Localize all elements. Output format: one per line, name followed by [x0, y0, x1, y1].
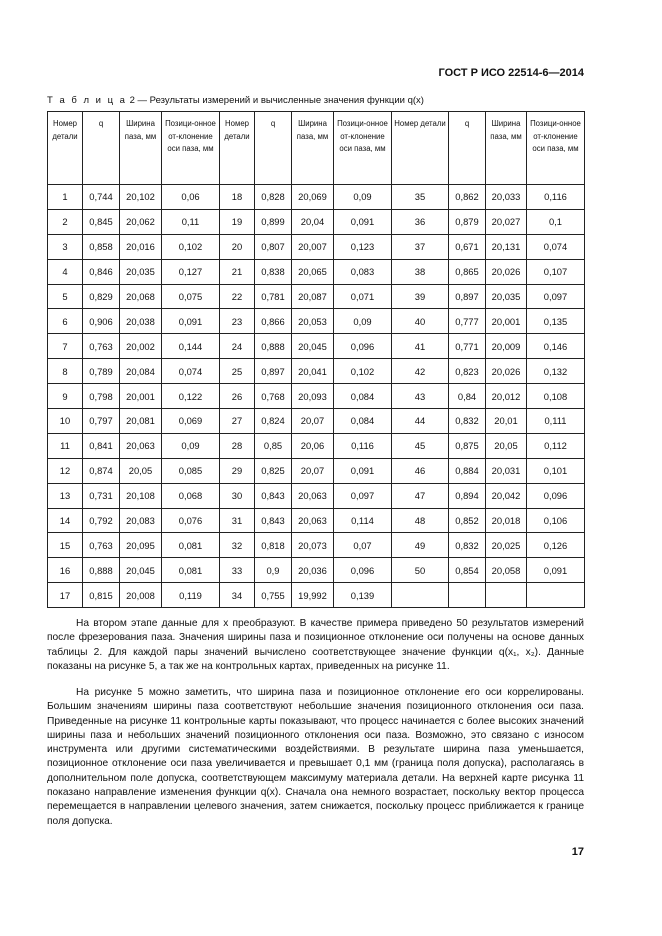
table-cell: 0,9: [255, 558, 292, 583]
table-cell: 0,083: [334, 259, 392, 284]
table-row: [48, 334, 585, 359]
table-row: [48, 309, 585, 334]
table-cell: 0,069: [162, 409, 220, 434]
table-caption: [47, 95, 424, 106]
table-cell: 0,843: [255, 483, 292, 508]
table-cell: 0,731: [83, 483, 120, 508]
table-cell: 0,897: [449, 284, 486, 309]
table-cell: 0,076: [162, 508, 220, 533]
table-cell: 42: [392, 359, 449, 384]
table-cell: 29: [220, 458, 255, 483]
header-cell: Позици-онное от-клонение оси паза, мм: [527, 112, 585, 185]
table-cell: 20,083: [120, 508, 162, 533]
table-cell: 9: [48, 384, 83, 409]
table-cell: 0,075: [162, 284, 220, 309]
table-cell: 36: [392, 209, 449, 234]
table-cell: 0,119: [162, 583, 220, 608]
table-cell: 20,035: [120, 259, 162, 284]
table-cell: 0,858: [83, 234, 120, 259]
table-cell: 20,058: [486, 558, 527, 583]
table-cell: 20,053: [292, 309, 334, 334]
table-cell: [449, 583, 486, 608]
table-cell: 0,838: [255, 259, 292, 284]
table-cell: 0,852: [449, 508, 486, 533]
table-cell: 31: [220, 508, 255, 533]
table-cell: 0,11: [162, 209, 220, 234]
table-cell: 38: [392, 259, 449, 284]
table-cell: 20,045: [292, 334, 334, 359]
table-cell: 0,829: [83, 284, 120, 309]
table-cell: 0,763: [83, 334, 120, 359]
header-cell: Номер детали: [392, 112, 449, 185]
table-cell: 20,033: [486, 185, 527, 210]
table-row: [48, 284, 585, 309]
table-cell: 0,763: [83, 533, 120, 558]
header-cell: Позици-онное от-клонение оси паза, мм: [334, 112, 392, 185]
table-cell: 33: [220, 558, 255, 583]
table-cell: 0,091: [334, 458, 392, 483]
table-cell: 0,139: [334, 583, 392, 608]
table-cell: [527, 583, 585, 608]
table-row: [48, 409, 585, 434]
table-cell: 20,042: [486, 483, 527, 508]
table-cell: 0,832: [449, 533, 486, 558]
table-cell: 20,068: [120, 284, 162, 309]
table-cell: 0,101: [527, 458, 585, 483]
table-cell: 47: [392, 483, 449, 508]
table-header-row: [48, 112, 585, 185]
table-row: [48, 508, 585, 533]
table-cell: 20,001: [486, 309, 527, 334]
table-cell: 20,081: [120, 409, 162, 434]
table-cell: 0,841: [83, 433, 120, 458]
table-cell: 0,832: [449, 409, 486, 434]
table-cell: 48: [392, 508, 449, 533]
table-cell: 39: [392, 284, 449, 309]
table-cell: 0,843: [255, 508, 292, 533]
table-cell: 4: [48, 259, 83, 284]
table-cell: 0,798: [83, 384, 120, 409]
table-cell: 0,102: [334, 359, 392, 384]
table-cell: 0,106: [527, 508, 585, 533]
table-cell: 20,063: [292, 508, 334, 533]
table-cell: 49: [392, 533, 449, 558]
table-cell: 16: [48, 558, 83, 583]
table-cell: 20,045: [120, 558, 162, 583]
table-cell: 20,063: [292, 483, 334, 508]
table-cell: 0,09: [334, 309, 392, 334]
table-cell: 0,135: [527, 309, 585, 334]
table-cell: 0,132: [527, 359, 585, 384]
table-cell: 15: [48, 533, 83, 558]
table-cell: 20,07: [292, 458, 334, 483]
table-cell: 0,84: [449, 384, 486, 409]
page-number: 17: [571, 846, 584, 858]
table-cell: 21: [220, 259, 255, 284]
table-row: [48, 533, 585, 558]
measurement-table: [47, 111, 585, 608]
table-cell: 20,063: [120, 433, 162, 458]
table-cell: 2: [48, 209, 83, 234]
table-row: [48, 209, 585, 234]
table-cell: 0,112: [527, 433, 585, 458]
table-cell: 20,018: [486, 508, 527, 533]
table-row: [48, 359, 585, 384]
table-cell: 43: [392, 384, 449, 409]
table-cell: 20,041: [292, 359, 334, 384]
table-cell: 20,026: [486, 259, 527, 284]
table-row: [48, 558, 585, 583]
table-cell: 20,012: [486, 384, 527, 409]
table-cell: 19: [220, 209, 255, 234]
table-cell: 0,845: [83, 209, 120, 234]
table-cell: 0,671: [449, 234, 486, 259]
header-cell: Позици-онное от-клонение оси паза, мм: [162, 112, 220, 185]
table-cell: 0,797: [83, 409, 120, 434]
table-cell: 0,068: [162, 483, 220, 508]
table-cell: 0,081: [162, 558, 220, 583]
table-cell: 8: [48, 359, 83, 384]
table-cell: 41: [392, 334, 449, 359]
table-cell: 0,874: [83, 458, 120, 483]
table-cell: 0,081: [162, 533, 220, 558]
paragraph-1: На втором этапе данные для x преобразуют. В качестве примера приведено 50 результатов измерений после фрезерования паза. Значения ширины паза и позиционное отклонение оси получены на основе данных таблицы 2. Для каждой пары значений вычислено соответствующее значение функции q(x₁, x₂). Данные показаны на рисунке 5, а так же на контрольных картах, приведенных на рисунке 11.: [47, 618, 584, 672]
table-cell: 0,897: [255, 359, 292, 384]
table-cell: 0,06: [162, 185, 220, 210]
table-cell: 11: [48, 433, 83, 458]
table-cell: 20,009: [486, 334, 527, 359]
table-cell: 0,091: [334, 209, 392, 234]
table-row: [48, 185, 585, 210]
table-cell: 0,771: [449, 334, 486, 359]
header-cell: q: [83, 112, 120, 185]
table-cell: 20,093: [292, 384, 334, 409]
header-cell: q: [255, 112, 292, 185]
table-cell: 20,087: [292, 284, 334, 309]
table-cell: 50: [392, 558, 449, 583]
table-cell: 12: [48, 458, 83, 483]
table-cell: 27: [220, 409, 255, 434]
table-cell: 0,781: [255, 284, 292, 309]
table-caption-text: 2 — Результаты измерений и вычисленные значения функции q(x): [126, 95, 424, 106]
table-cell: 0,085: [162, 458, 220, 483]
table-caption-label: Т а б л и ц а: [47, 95, 127, 106]
table-cell: 0,146: [527, 334, 585, 359]
header-cell: Ширина паза, мм: [120, 112, 162, 185]
table-cell: 0,111: [527, 409, 585, 434]
header-cell: Ширина паза, мм: [486, 112, 527, 185]
table-row: [48, 433, 585, 458]
table-cell: 1: [48, 185, 83, 210]
table-cell: 0,894: [449, 483, 486, 508]
table-cell: 10: [48, 409, 83, 434]
table-cell: 0,096: [334, 558, 392, 583]
table-cell: 0,85: [255, 433, 292, 458]
table-cell: 0,815: [83, 583, 120, 608]
table-cell: 0,084: [334, 409, 392, 434]
table-cell: 20,084: [120, 359, 162, 384]
table-cell: 0,888: [255, 334, 292, 359]
table-cell: 20,069: [292, 185, 334, 210]
table-cell: 20,016: [120, 234, 162, 259]
table-cell: 14: [48, 508, 83, 533]
table-cell: 0,097: [334, 483, 392, 508]
table-cell: 0,097: [527, 284, 585, 309]
table-row: [48, 458, 585, 483]
table-cell: 3: [48, 234, 83, 259]
table-cell: 0,102: [162, 234, 220, 259]
table-cell: 0,865: [449, 259, 486, 284]
table-cell: 20,036: [292, 558, 334, 583]
table-cell: 0,107: [527, 259, 585, 284]
table-cell: 32: [220, 533, 255, 558]
table-cell: 20,001: [120, 384, 162, 409]
table-cell: 13: [48, 483, 83, 508]
table-row: [48, 234, 585, 259]
table-cell: 20,008: [120, 583, 162, 608]
table-cell: 0,071: [334, 284, 392, 309]
table-cell: 0,116: [527, 185, 585, 210]
table-cell: 22: [220, 284, 255, 309]
table-cell: 0,866: [255, 309, 292, 334]
table-cell: 18: [220, 185, 255, 210]
table-cell: 0,096: [527, 483, 585, 508]
table-cell: 0,807: [255, 234, 292, 259]
table-cell: 46: [392, 458, 449, 483]
table-cell: 0,899: [255, 209, 292, 234]
table-cell: 0,755: [255, 583, 292, 608]
table-cell: 20,04: [292, 209, 334, 234]
table-cell: 20,038: [120, 309, 162, 334]
table-cell: 0,096: [334, 334, 392, 359]
table-cell: 20,065: [292, 259, 334, 284]
table-cell: 0,108: [527, 384, 585, 409]
table-cell: 7: [48, 334, 83, 359]
table-cell: 0,127: [162, 259, 220, 284]
table-cell: 23: [220, 309, 255, 334]
table-cell: 37: [392, 234, 449, 259]
table-cell: 0,122: [162, 384, 220, 409]
table-cell: 0,825: [255, 458, 292, 483]
table-cell: 20,026: [486, 359, 527, 384]
table-row: [48, 259, 585, 284]
table-cell: 34: [220, 583, 255, 608]
table-cell: 0,114: [334, 508, 392, 533]
table-cell: 0,07: [334, 533, 392, 558]
table-cell: 20,01: [486, 409, 527, 434]
table-cell: 20: [220, 234, 255, 259]
table-cell: 20,025: [486, 533, 527, 558]
table-cell: 20,102: [120, 185, 162, 210]
header-cell: Ширина паза, мм: [292, 112, 334, 185]
table-cell: 0,906: [83, 309, 120, 334]
table-cell: 20,031: [486, 458, 527, 483]
table-cell: 0,879: [449, 209, 486, 234]
table-cell: 0,074: [527, 234, 585, 259]
table-cell: [486, 583, 527, 608]
table-cell: 44: [392, 409, 449, 434]
table-cell: 0,792: [83, 508, 120, 533]
table-cell: 45: [392, 433, 449, 458]
table-cell: 20,062: [120, 209, 162, 234]
table-cell: 0,091: [162, 309, 220, 334]
table-cell: 0,823: [449, 359, 486, 384]
paragraph-2: На рисунке 5 можно заметить, что ширина паза и позиционное отклонение его оси коррелированы. Большим значениям ширины паза соответствуют небольшие значения позиционного отклонения оси паза. Приведенные на рисунке 11 контрольные карты показывают, что процесс начинается с более высоких значений ширины паза и небольших значений позиционного отклонения оси паза. Возможно, это связано с износом инструмента или другими систематическими воздействиями. В результате ширина паза уменьшается, позиционное отклонение оси паза увеличивается и превышает 0,1 мм (граница поля допуска), располагаясь в дополнительном поле допуска, соответствующем максимуму материала детали. На верхней карте рисунка 11 показано направление изменения функции q(x). Сначала она немного возрастает, поскольку вектор процесса перемещается в направлении целевого значения, затем снижается, поскольку процесс приближается к границе поля допуска.: [47, 687, 584, 827]
table-cell: 20,07: [292, 409, 334, 434]
table-cell: 0,074: [162, 359, 220, 384]
table-cell: 25: [220, 359, 255, 384]
table-row: [48, 384, 585, 409]
table-row: [48, 483, 585, 508]
table-cell: 20,06: [292, 433, 334, 458]
table-cell: 0,824: [255, 409, 292, 434]
table-cell: 20,05: [486, 433, 527, 458]
table-cell: [392, 583, 449, 608]
table-cell: 0,789: [83, 359, 120, 384]
table-body: [48, 185, 585, 608]
table-cell: 0,862: [449, 185, 486, 210]
table-cell: 20,035: [486, 284, 527, 309]
table-cell: 19,992: [292, 583, 334, 608]
table-cell: 20,002: [120, 334, 162, 359]
table-cell: 40: [392, 309, 449, 334]
table-cell: 0,123: [334, 234, 392, 259]
table-row: [48, 583, 585, 608]
table-cell: 17: [48, 583, 83, 608]
table-cell: 0,768: [255, 384, 292, 409]
table-cell: 0,828: [255, 185, 292, 210]
table-cell: 0,875: [449, 433, 486, 458]
table-cell: 6: [48, 309, 83, 334]
table-cell: 0,888: [83, 558, 120, 583]
table-cell: 20,095: [120, 533, 162, 558]
table-cell: 0,884: [449, 458, 486, 483]
table-cell: 20,131: [486, 234, 527, 259]
table-cell: 5: [48, 284, 83, 309]
table-cell: 0,1: [527, 209, 585, 234]
table-cell: 20,05: [120, 458, 162, 483]
table-cell: 0,126: [527, 533, 585, 558]
table-cell: 0,777: [449, 309, 486, 334]
table-cell: 0,091: [527, 558, 585, 583]
document-header: ГОСТ Р ИСО 22514-6—2014: [438, 67, 584, 79]
table-cell: 0,818: [255, 533, 292, 558]
header-cell: Номер детали: [48, 112, 83, 185]
table-cell: 0,744: [83, 185, 120, 210]
table-cell: 0,854: [449, 558, 486, 583]
table-cell: 0,846: [83, 259, 120, 284]
table-cell: 0,09: [162, 433, 220, 458]
table-cell: 26: [220, 384, 255, 409]
table-cell: 24: [220, 334, 255, 359]
table-cell: 30: [220, 483, 255, 508]
table-cell: 0,084: [334, 384, 392, 409]
table-cell: 28: [220, 433, 255, 458]
table-cell: 35: [392, 185, 449, 210]
header-cell: Номер детали: [220, 112, 255, 185]
table-cell: 20,027: [486, 209, 527, 234]
header-cell: q: [449, 112, 486, 185]
table-cell: 0,09: [334, 185, 392, 210]
table-cell: 0,144: [162, 334, 220, 359]
table-cell: 20,108: [120, 483, 162, 508]
table-cell: 0,116: [334, 433, 392, 458]
table-cell: 20,007: [292, 234, 334, 259]
table-cell: 20,073: [292, 533, 334, 558]
